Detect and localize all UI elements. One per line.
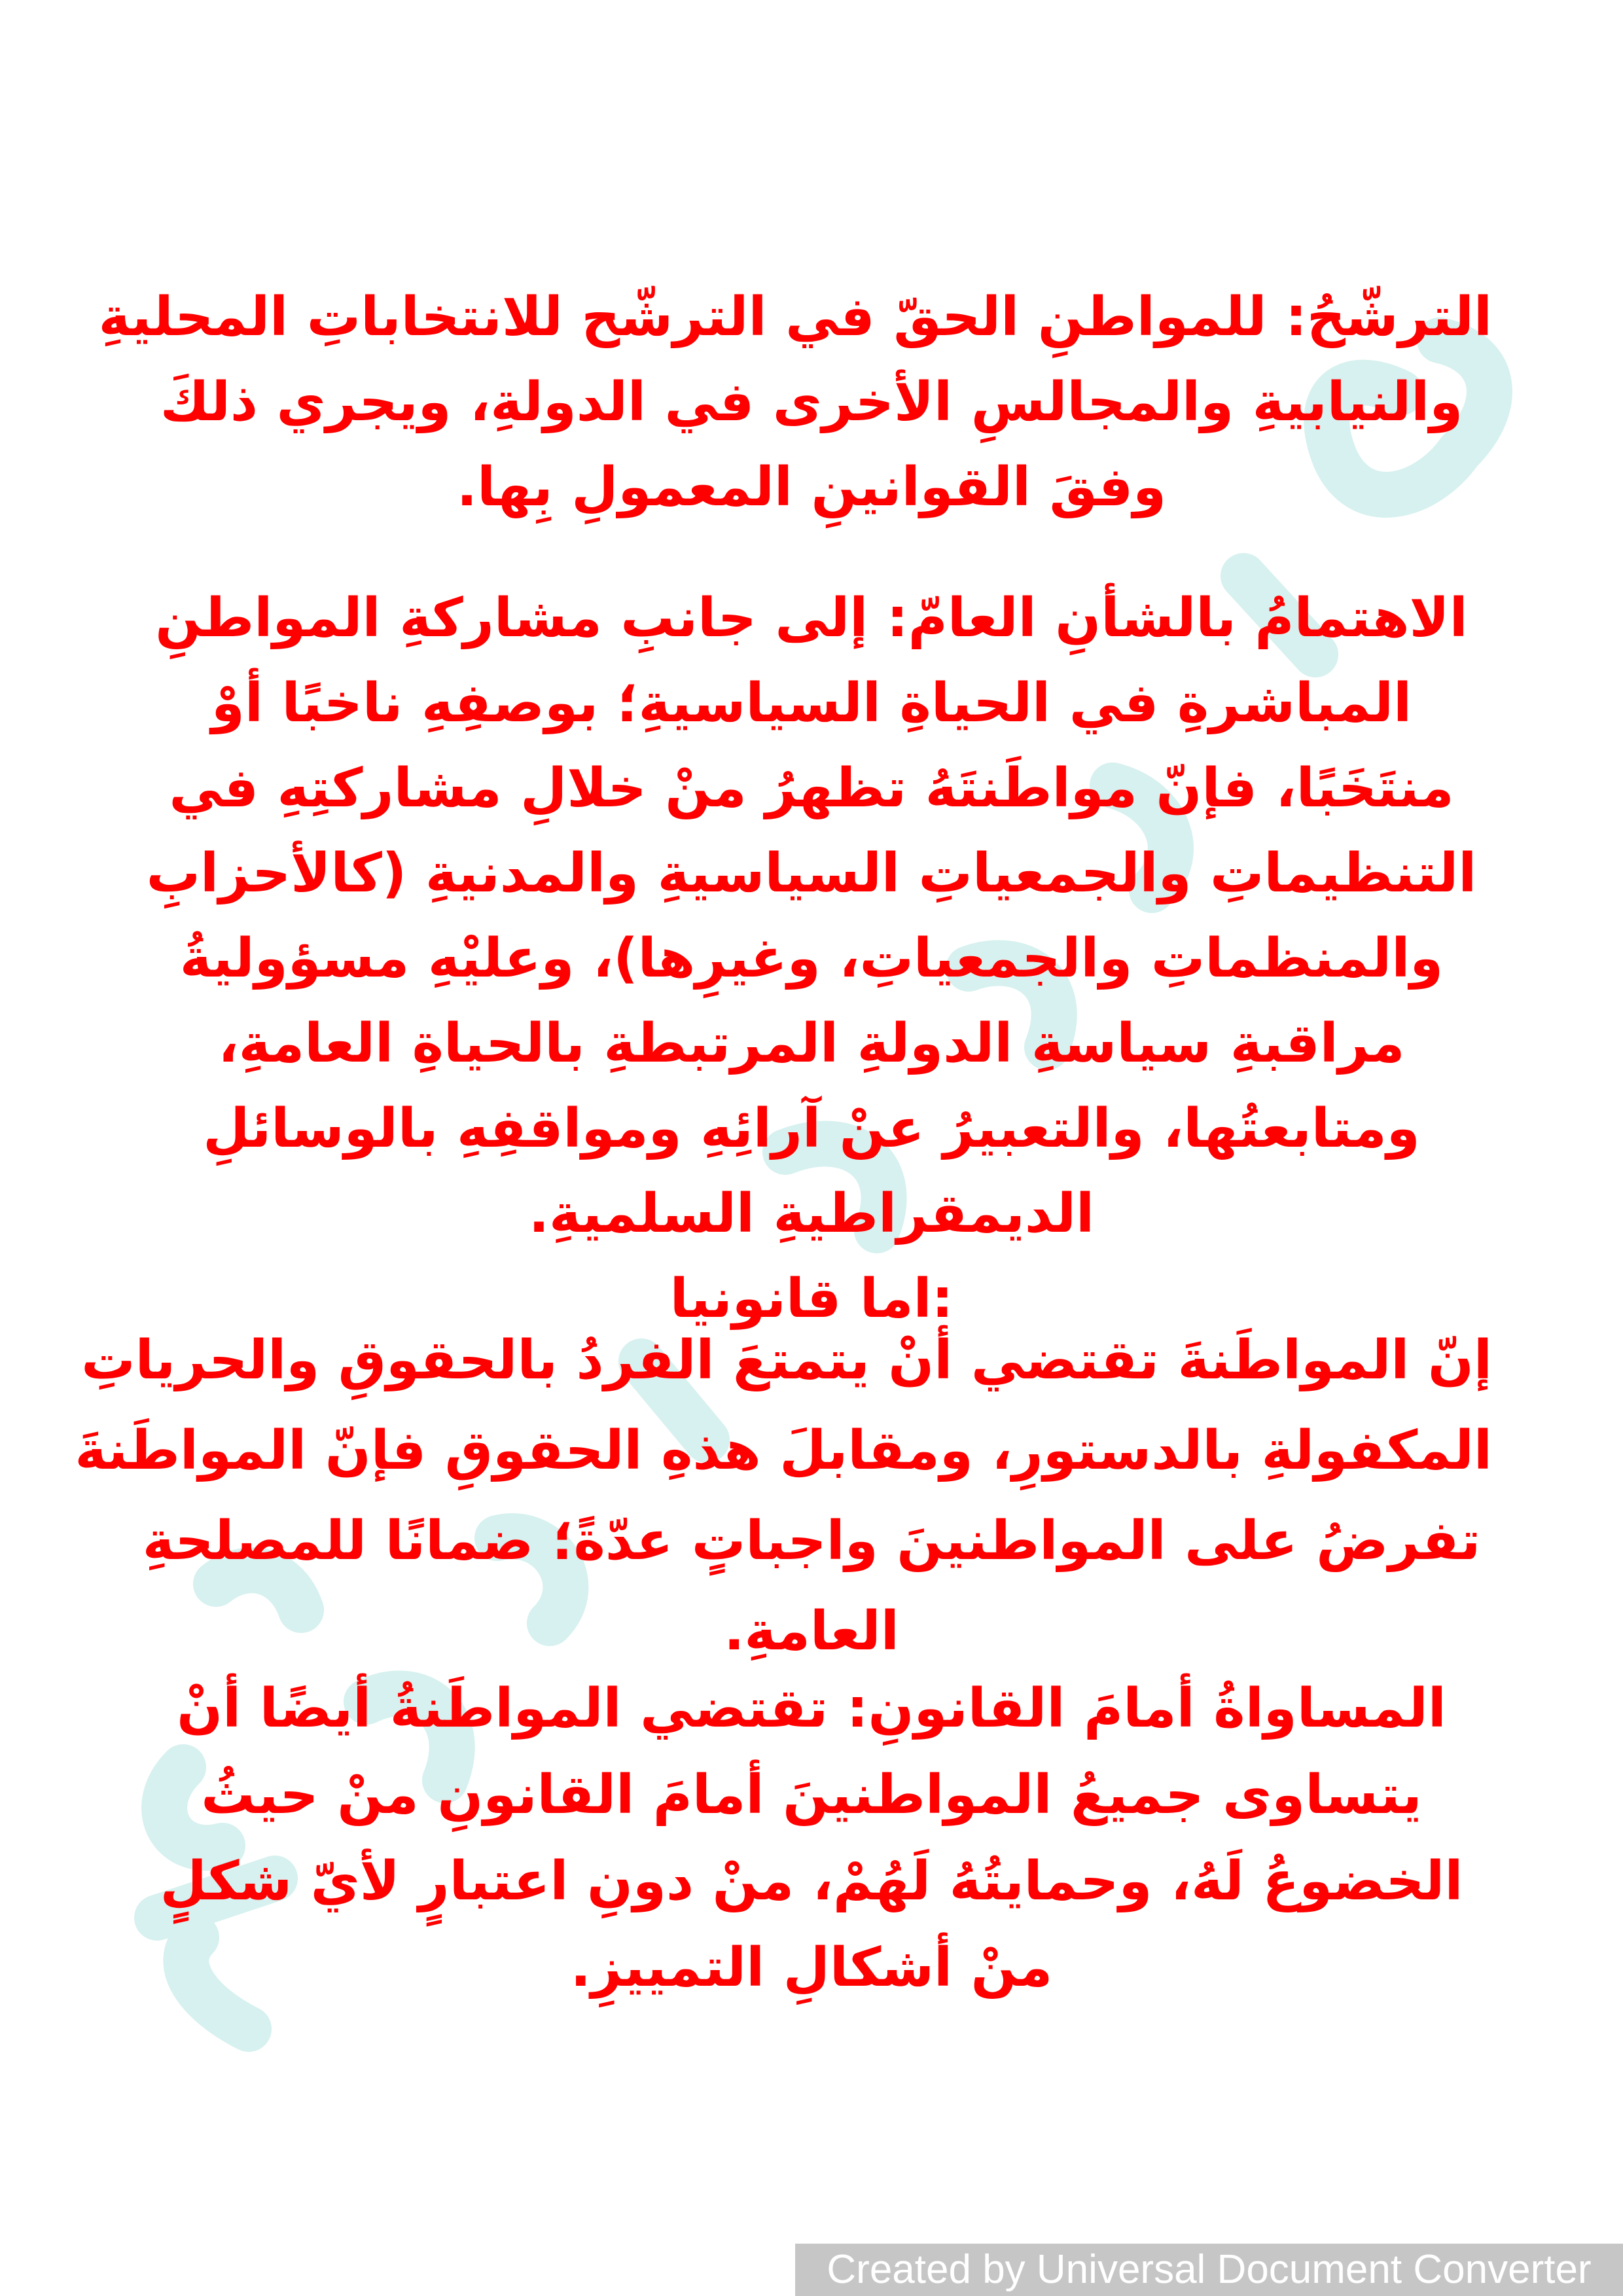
text-line: تفرضُ على المواطنينَ واجباتٍ عدّةً؛ ضمانًا للمصلحةِ [142,1510,1481,1572]
paragraph-rights-duties [75,1316,1492,1677]
text-line: مراقبةِ سياسةِ الدولةِ المرتبطةِ بالحياةِ العامةِ، [218,1013,1405,1075]
text-line: منتَخَبًا، فإنّ مواطَنتَهُ تظهرُ منْ خلالِ مشاركتِهِ في [169,757,1454,819]
converter-footer-label: Created by Universal Document Converter [795,2244,1623,2296]
text-line: منْ أشكالِ التمييزِ. [570,1937,1053,1999]
text-line: والمنظماتِ والجمعياتِ، وغيرِها)، وعليْهِ مسؤوليةُ [179,927,1444,990]
text-line: المكفولةِ بالدستورِ، ومقابلَ هذهِ الحقوقِ فإنّ المواطَنةَ [75,1420,1492,1482]
paragraph-equality [131,1666,1492,2011]
section-heading-legally: :اما قانونيا [669,1268,954,1330]
paragraph-candidacy [98,275,1492,530]
text-line: العامةِ. [724,1600,899,1662]
text-line: يتساوى جميعُ المواطنينَ أمامَ القانونِ منْ حيثُ [201,1764,1422,1826]
text-line: المباشرةِ في الحياةِ السياسيةِ؛ بوصفِهِ ناخبًا أوْ [211,672,1412,734]
text-line: وفقَ القوانينِ المعمولِ بِها. [456,456,1167,518]
text-line: والنيابيةِ والمجالسِ الأخرى في الدولةِ، ويجري ذلكَ [160,371,1463,433]
text-line: الخضوعُ لَهُ، وحمايتُهُ لَهُمْ، منْ دونِ اعتبارٍ لأيّ شكلٍ [160,1850,1463,1912]
text-line: التنظيماتِ والجمعياتِ السياسيةِ والمدنيةِ (كالأحزابِ [146,842,1477,905]
text-line: الاهتمامُ بالشأنِ العامّ: إلى جانبِ مشاركةِ المواطنِ [155,587,1468,649]
text-line: ومتابعتُها، والتعبيرُ عنْ آرائِهِ ومواقفِهِ بالوسائلِ [203,1098,1420,1160]
paragraph-public-affairs [131,576,1492,1342]
text-line: الترشّحُ: للمواطنِ الحقّ في الترشّح للانتخاباتِ المحليةِ [98,286,1492,348]
text-line: الديمقراطيةِ السلميةِ. [528,1183,1095,1245]
text-line: إنّ المواطَنةَ تقتضي أنْ يتمتعَ الفردُ بالحقوقِ والحرياتِ [81,1329,1492,1391]
text-line: المساواةُ أمامَ القانونِ: تقتضي المواطَنةُ أيضًا أنْ [177,1677,1446,1740]
